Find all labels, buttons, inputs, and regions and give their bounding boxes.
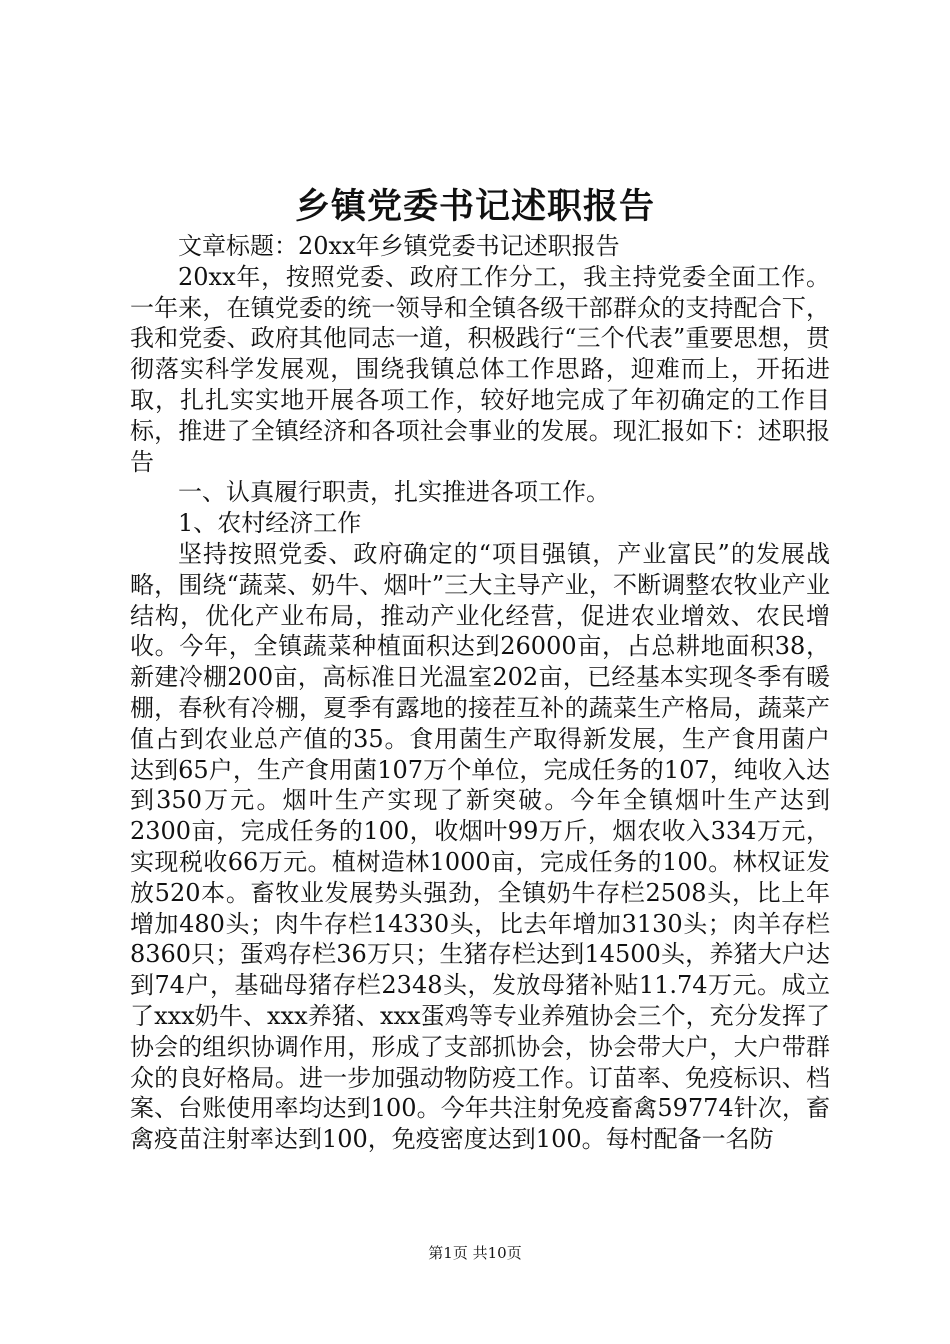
section-heading: 一、认真履行职责，扎实推进各项工作。 [178,478,610,507]
rural-economy-paragraph: 坚持按照党委、政府确定的“项目强镇，产业富民”的发展战略，围绕“蔬菜、奶牛、烟叶”三大主导产业，不断调整农牧业产业结构，优化产业布局，推动产业化经营，促进农业增效、农民增收。今年，全镇蔬菜种植面积达到26000亩，占总耕地面积38，新建冷棚200亩，高标准日光温室202亩，已经基本实现冬季有暖棚，春秋有冷棚，夏季有露地的接茬互补的蔬菜生产格局，蔬菜产值占到农业总产值的35。食用菌生产取得新发展，生产食用菌户达到65户，生产食用菌107万个单位，完成任务的107，纯收入达到350万元。烟叶生产实现了新突破。今年全镇烟叶生产达到2300亩，完成任务的100，收烟叶99万斤，烟农收入334万元，实现税收66万元。植树造林1000亩，完成任务的100。林权证发放520本。畜牧业发展势头强劲，全镇奶牛存栏2508头，比上年增加480头；肉牛存栏14330头，比去年增加3130头；肉羊存栏8360只；蛋鸡存栏36万只；生猪存栏达到14500头，养猪大户达到74户，基础母猪存栏2348头，发放母猪补贴11.74万元。成立了xxx奶牛、xxx养猪、xxx蛋鸡等专业养殖协会三个，充分发挥了协会的组织协调作用，形成了支部抓协会，协会带大户，大户带群众的良好格局。进一步加强动物防疫工作。订苗率、免疫标识、档案、台账使用率均达到100。今年共注射免疫畜禽59774针次，畜禽疫苗注射率达到100，免疫密度达到100。每村配备一名防 [130,539,830,1154]
document-body [130,231,830,1155]
document-title: 乡镇党委书记述职报告 [294,186,655,227]
page-footer: 第1页 共10页 [428,1244,522,1262]
subsection-heading: 1、农村经济工作 [178,509,362,538]
article-title-line: 文章标题：20xx年乡镇党委书记述职报告 [178,232,620,260]
intro-paragraph: 20xx年，按照党委、政府工作分工，我主持党委全面工作。一年来，在镇党委的统一领导和全镇各级干部群众的支持配合下，我和党委、政府其他同志一道，积极践行“三个代表”重要思想，贯彻落实科学发展观，围绕我镇总体工作思路，迎难而上，开拓进取，扎扎实实地开展各项工作，较好地完成了年初确定的工作目标，推进了全镇经济和各项社会事业的发展。现汇报如下：述职报告 [130,262,830,476]
